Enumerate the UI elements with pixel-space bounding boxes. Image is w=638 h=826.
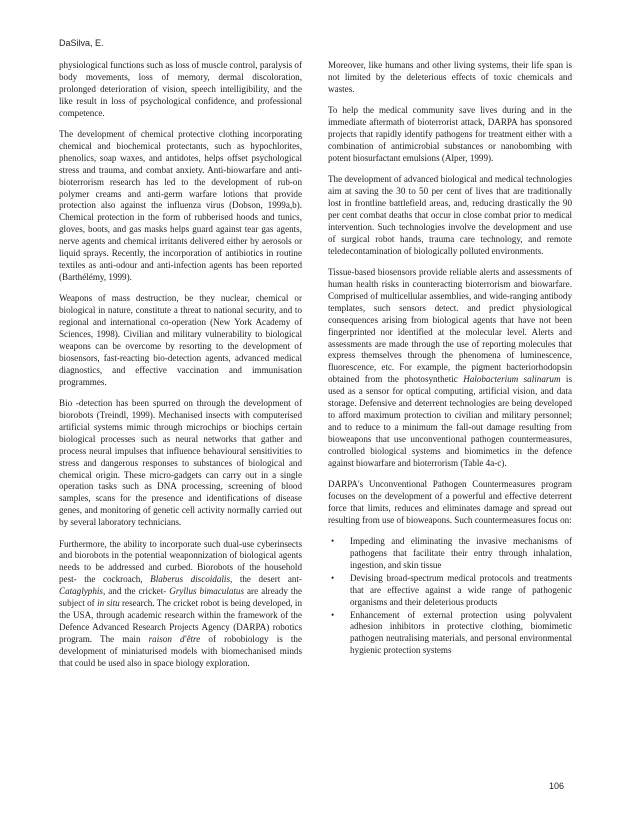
paragraph: physiological functions such as loss of muscle control, paralysis of body movements, loss of memory, dermal discoloration, prolonged deterioration of vision, speech intelligibility, and the like result in loss of psychological confidence, and professional competence. bbox=[59, 60, 302, 118]
paragraph-cyberinsects: Furthermore, the ability to incorporate such dual-use cyberinsects and biorobots in the potential weaponnization of biological agents needs to be addressed and curbed. Biorobots of the household pest- the cockroach, Blaberus discoidalis, the desert ant- Cataglyphis, and the cricket- Gryllus bimaculatus are already the subject of in situ research. The cricket robot is being developed, in the USA, through academic research within the framework of the Defence Advanced Research Projects Agency (DARPA) robotics program. The main raison d'être of robobiology is the development of miniaturised models with biomechanised minds that could be used also in space biology exploration. bbox=[59, 538, 303, 668]
list-item: • Enhancement of external protection using polyvalent adhesion inhibitors in protective clothing, biomimetic pathogen neutralising materials, and personal environmental hygienic protection systems bbox=[331, 609, 572, 656]
left-column bbox=[59, 60, 302, 679]
list-item: • Devising broad-spectrum medical protocols and treatments that are effective against a wide range of pathogenic organisms and their deleterious products bbox=[331, 572, 572, 607]
paragraph: Bio -detection has been spurred on through the development of biorobots (Treindl, 1999). Mechanised insects with computerised artificial systems mimic through microchips or biochips certain biological processes such as neural networks that gather and process neural impulses that influence behavioural sensitivities to stress and dangerous responses to substances of biological and chemical origin. These micro-gadgets can carry out in a single operation tasks such as DNA processing, screening of blood samples, scans for the presence and identifications of disease genes, and monitoring of genetic cell activity normally carried out by several laboratory technicians. bbox=[59, 398, 302, 528]
paragraph-biosensors: Tissue-based biosensors provide reliable alerts and assessments of human health risks in counteracting bioterrorism and biowarfare. Comprised of multicellular assemblies, and wide-ranging antibody templates, such sensors detect. and predict physiological consequences arising from biological agents that have not been fingerprinted nor identified at the molecular level. Alerts and assessments are made through the use of reporting molecules that express themselves through the phenomena of luminescence, fluorescence, etc. For example, the pigment bacteriorhodopsin obtained from the photosynthetic Halobacterium salinarum is used as a sensor for optical computing, artificial vision, and data storage. Defensive and deterrent technologies are being developed to afford maximum protection to civilian and military personnel; and to reduce to a minimum the fall-out damage resulting from bioweapons that use unconventional pathogen countermeasures, controlled biological systems and biomimetics in the defence against biowarfare and bioterrorism (Table 4a-c). bbox=[328, 267, 572, 468]
species-name: Halobacterium salinarum bbox=[463, 374, 561, 385]
paragraph: The development of chemical protective clothing incorporating chemical and biochemical protectants, such as hypochlorites, phenolics, soap waxes, and antidotes, helps offset psychological stress and trauma, and combat anxiety. Anti-biowarfare and anti-bioterrorism research has led to the development of rub-on polymer creams and anti-germ warfare lotions that provide protection also against the influenza virus (Dobson, 1999a,b). Chemical protection in the form of rubberised hoods and tunics, gloves, boots, and gas masks helps guard against tear gas agents, nerve agents and chemical irritants delivered either by aerosols or liquid sprays. Recently, the incorporation of antibiotics in routine textiles as anti-odour and anti-infection agents has been reported (Barthélémy, 1999). bbox=[59, 129, 302, 282]
french-term: raison d'être bbox=[148, 633, 201, 644]
species-name: Blaberus discoidalis bbox=[150, 574, 230, 585]
paragraph: To help the medical community save lives during and in the immediate aftermath of bioterrorist attack, DARPA has sponsored projects that rapidly identify pathogens for treatment either with a combination of antimicrobial substances or nanobombing with potent biosurfactant emulsions (Alper, 1999). bbox=[328, 105, 572, 163]
running-header-author: DaSilva, E. bbox=[59, 38, 104, 48]
paragraph-darpa: DARPA's Unconventional Pathogen Countermeasures program focuses on the development of a powerful and effective deterrent force that limits, reduces and eliminates damage and spread out resulting from use of bioweapons. Such countermeasures focus on: bbox=[328, 479, 572, 525]
bullet-icon: • bbox=[331, 572, 335, 583]
paragraph: Weapons of mass destruction, be they nuclear, chemical or biological in nature, constitute a threat to national security, and to regional and international co-operation (New York Academy of Sciences, 1998). Civilian and military vulnerability to biological weapons can be overcome by resorting to the development of biosensors, fast-reacting bio-detection agents, advanced medical diagnostics, and effective vaccination and immunisation programmes. bbox=[59, 293, 302, 387]
latin-term: in situ bbox=[97, 598, 120, 609]
species-name: Cataglyphis bbox=[59, 586, 103, 597]
bullet-icon: • bbox=[331, 609, 335, 620]
species-name: Gryllus bimaculatus bbox=[169, 586, 245, 597]
page-number: 106 bbox=[549, 781, 565, 791]
list-item: • Impeding and eliminating the invasive mechanisms of pathogens that facilitate their entry through inhalation, ingestion, and skin tissue bbox=[331, 536, 572, 570]
paragraph: The development of advanced biological and medical technologies aim at saving the 30 to 50 per cent of lives that are traditionally lost in frontline battlefield areas, and, reducing drastically the 90 per cent combat deaths that occur in close combat prior to medical intervention. Such technologies involve the development and use of surgical robot hands, trauma care technology, and remote teledecontamination of biologically polluted environments. bbox=[328, 174, 572, 256]
countermeasures-list bbox=[328, 536, 572, 657]
bullet-icon: • bbox=[331, 536, 335, 547]
paragraph: Moreover, like humans and other living systems, their life span is not limited by the deleterious effects of toxic chemicals and wastes. bbox=[328, 60, 572, 94]
right-column bbox=[328, 60, 572, 658]
